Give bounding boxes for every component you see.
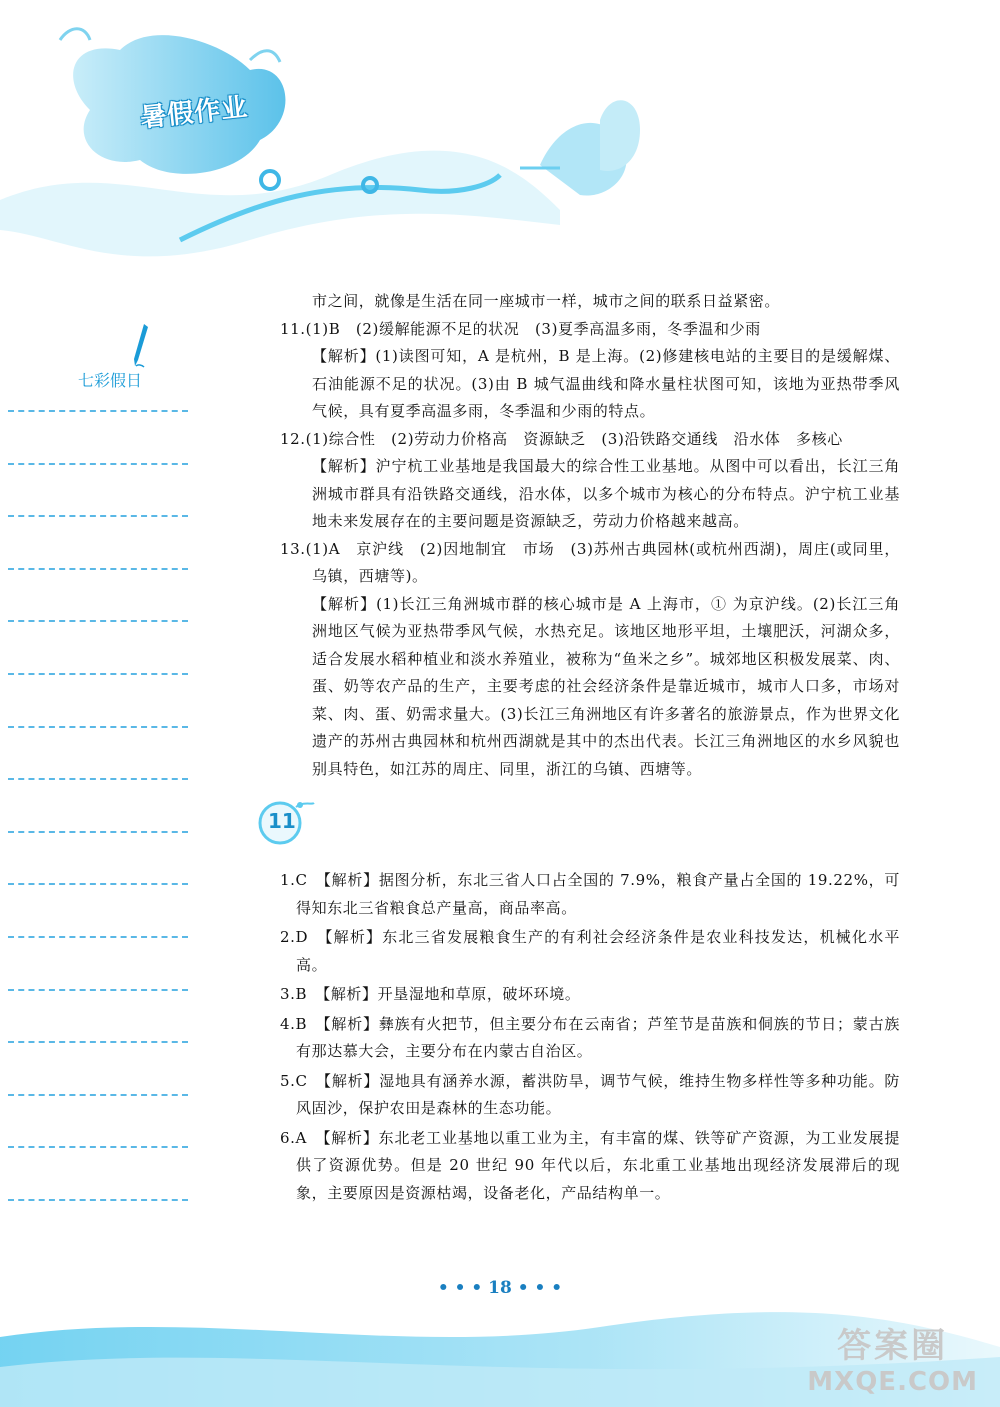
question-6: 6.A 【解析】东北老工业基地以重工业为主，有丰富的煤、铁等矿产资源，为工业发展提供了资源优势。但是 20 世纪 90 年代以后，东北重工业基地出现经济发展滞后的现象，主要原因是资源枯竭，设备老化，产品结构单一。 xyxy=(280,1128,900,1202)
explanation-13: 【解析】(1)长江三角洲城市群的核心城市是 A 上海市，① 为京沪线。(2)长江三角洲地区气候为亚热带季风气候，水热充足。该地区地形平坦，土壤肥沃，河湖众多，适合发展水稻种植业和淡水养殖业，被称为“鱼米之乡”。城郊地区积极发展菜、肉、蛋、奶等农产品的生产，主要考虑的社会经济条件是靠近城市，城市人口多，市场对菜、肉、蛋、奶需求量大。(3)长江三角洲地区有许多著名的旅游景点，作为世界文化遗产的苏州古典园林和杭州西湖就是其中的杰出代表。长江三角洲地区的水乡风貌也别具特色，如江苏的周庄、同里，浙江的乌镇、西塘等。 xyxy=(312,594,900,778)
note-line xyxy=(8,936,188,938)
note-line xyxy=(8,515,188,517)
question-3: 3.B 【解析】开垦湿地和草原，破坏环境。 xyxy=(280,985,581,1003)
note-line xyxy=(8,673,188,675)
question-1: 1.C 【解析】据图分析，东北三省人口占全国的 7.9%，粮食产量占全国的 19.22%，可得知东北三省粮食总产量高，商品率高。 xyxy=(280,871,900,917)
explanation-12: 【解析】沪宁杭工业基地是我国最大的综合性工业基地。从图中可以看出，长江三角洲城市群具有沿铁路交通线，沿水体，以多个城市为核心的分布特点。沪宁杭工业基地未来发展存在的主要问题是资源缺乏，劳动力价格越来越高。 xyxy=(312,457,900,530)
note-line xyxy=(8,620,188,622)
answer-content xyxy=(268,288,900,1207)
note-lines xyxy=(8,410,188,1252)
question-4: 4.B 【解析】彝族有火把节，但主要分布在云南省；芦笙节是苗族和侗族的节日；蒙古族有那达慕大会，主要分布在内蒙古自治区。 xyxy=(280,1014,900,1060)
watermark xyxy=(807,1318,978,1397)
note-line xyxy=(8,831,188,833)
continuation-text: 市之间，就像是生活在同一座城市一样，城市之间的联系日益紧密。 xyxy=(312,292,781,310)
note-line xyxy=(8,1199,188,1201)
note-line xyxy=(8,1094,188,1096)
question-5: 5.C 【解析】湿地具有涵养水源，蓄洪防旱，调节气候，维持生物多样性等多种功能。防风固沙，保护农田是森林的生态功能。 xyxy=(280,1071,900,1117)
page-number: • • • 18 • • • xyxy=(437,1278,563,1298)
note-line xyxy=(8,568,188,570)
banner-title: 暑假作业 xyxy=(138,92,250,134)
section-badge xyxy=(256,797,316,847)
note-line xyxy=(8,410,188,412)
pen-icon xyxy=(132,322,150,368)
note-line xyxy=(8,778,188,780)
watermark-bottom: MXQE.COM xyxy=(807,1367,978,1397)
answer-11: 11.(1)B (2)缓解能源不足的状况 (3)夏季高温多雨，冬季温和少雨 xyxy=(280,319,761,338)
answer-13: 13.(1)A 京沪线 (2)因地制宜 市场 (3)苏州古典园林(或杭州西湖)，周庄(或同里，乌镇，西塘等)。 xyxy=(280,539,900,585)
question-2: 2.D 【解析】东北三省发展粮食生产的有利社会经济条件是农业科技发达，机械化水平高。 xyxy=(280,928,900,974)
section-number: 11 xyxy=(268,809,296,833)
answer-12: 12.(1)综合性 (2)劳动力价格高 资源缺乏 (3)沿铁路交通线 沿水体 多核心 xyxy=(280,429,843,448)
note-line xyxy=(8,883,188,885)
note-line xyxy=(8,463,188,465)
sidebar-label: 七彩假日 xyxy=(78,371,143,390)
note-line xyxy=(8,1146,188,1148)
explanation-11: 【解析】(1)读图可知，A 是杭州，B 是上海。(2)修建核电站的主要目的是缓解煤、石油能源不足的状况。(3)由 B 城气温曲线和降水量柱状图可知，该地为亚热带季风气候，具有夏季高温多雨，冬季温和少雨的特点。 xyxy=(312,347,900,420)
watermark-top: 答案圈 xyxy=(837,1326,949,1366)
note-line xyxy=(8,726,188,728)
note-line xyxy=(8,989,188,991)
note-line xyxy=(8,1041,188,1043)
